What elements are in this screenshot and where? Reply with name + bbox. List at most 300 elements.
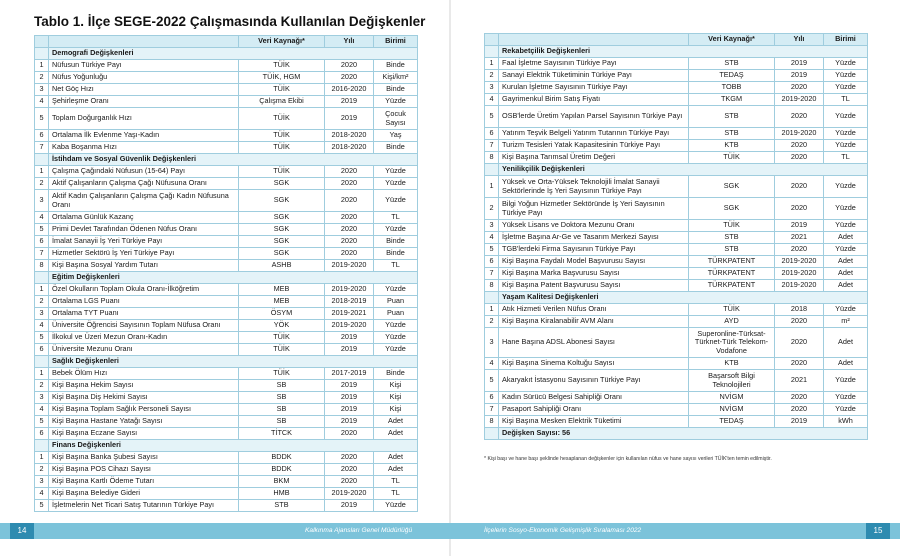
- data-year: 2020: [775, 198, 824, 220]
- row-number: 3: [485, 328, 499, 358]
- table-row: [35, 452, 418, 464]
- variable-count-row: [485, 428, 868, 440]
- data-year: 2020: [325, 178, 374, 190]
- data-year: 2020: [325, 476, 374, 488]
- data-source: TÜİK: [239, 344, 325, 356]
- row-number: 8: [485, 416, 499, 428]
- variable-name: Özel Okulların Toplam Okula Oranı-İlköğretim: [49, 284, 239, 296]
- row-number: 2: [485, 316, 499, 328]
- data-source: TÜİK: [239, 108, 325, 130]
- data-unit: Yüzde: [374, 284, 418, 296]
- variable-name: Bebek Ölüm Hızı: [49, 368, 239, 380]
- table-row: [485, 106, 868, 128]
- variable-name: Kişi Başına Sinema Koltuğu Sayısı: [499, 358, 689, 370]
- data-source: STB: [689, 58, 775, 70]
- data-unit: Binde: [374, 236, 418, 248]
- table-row: [485, 404, 868, 416]
- data-year: 2018: [775, 304, 824, 316]
- row-number: 6: [35, 428, 49, 440]
- data-year: 2019: [775, 416, 824, 428]
- data-source: TOBB: [689, 82, 775, 94]
- row-number: 4: [35, 96, 49, 108]
- table-row: [35, 296, 418, 308]
- data-source: SGK: [239, 190, 325, 212]
- table-row: [35, 404, 418, 416]
- data-year: 2019: [325, 404, 374, 416]
- row-number: 4: [35, 320, 49, 332]
- row-number: 5: [35, 332, 49, 344]
- data-source: SGK: [239, 212, 325, 224]
- row-number: 6: [485, 128, 499, 140]
- section-title: Finans Değişkenleri: [49, 440, 418, 452]
- total-num: [485, 428, 499, 440]
- data-source: BDDK: [239, 452, 325, 464]
- data-unit: Yüzde: [824, 176, 868, 198]
- variable-name: Aktif Kadın Çalışanların Çalışma Çağı Kadın Nüfusuna Oranı: [49, 190, 239, 212]
- data-source: SB: [239, 404, 325, 416]
- data-unit: Kişi: [374, 392, 418, 404]
- variable-count: Değişken Sayısı: 56: [499, 428, 868, 440]
- data-year: 2020: [775, 328, 824, 358]
- variable-name: Aktif Çalışanların Çalışma Çağı Nüfusuna Oranı: [49, 178, 239, 190]
- table-row: [35, 488, 418, 500]
- table-row: [485, 198, 868, 220]
- data-source: STB: [689, 128, 775, 140]
- table-row: [35, 416, 418, 428]
- variable-name: Kadın Sürücü Belgesi Sahipliği Oranı: [499, 392, 689, 404]
- row-number: 6: [485, 256, 499, 268]
- row-number: 2: [35, 72, 49, 84]
- data-unit: Kişi/km²: [374, 72, 418, 84]
- variable-name: Atık Hizmeti Verilen Nüfus Oranı: [499, 304, 689, 316]
- variable-name: Kişi Başına Banka Şubesi Sayısı: [49, 452, 239, 464]
- section-num: [35, 440, 49, 452]
- row-number: 1: [485, 176, 499, 198]
- data-unit: Binde: [374, 142, 418, 154]
- data-unit: Yüzde: [374, 178, 418, 190]
- table-row: [35, 284, 418, 296]
- row-number: 1: [35, 284, 49, 296]
- variable-name: Kişi Başına Faydalı Model Başvurusu Sayısı: [499, 256, 689, 268]
- row-number: 5: [35, 500, 49, 512]
- table-row: [485, 94, 868, 106]
- data-source: TÜİK: [689, 152, 775, 164]
- section-title: Eğitim Değişkenleri: [49, 272, 418, 284]
- data-unit: Binde: [374, 368, 418, 380]
- variable-name: Kişi Başına Belediye Gideri: [49, 488, 239, 500]
- row-number: 5: [35, 416, 49, 428]
- row-number: 2: [485, 198, 499, 220]
- variable-name: TGB'lerdeki Firma Sayısının Türkiye Payı: [499, 244, 689, 256]
- data-unit: Yüzde: [374, 320, 418, 332]
- row-number: 3: [35, 392, 49, 404]
- variables-table-right: [484, 33, 868, 440]
- data-source: TÜİK: [239, 60, 325, 72]
- variable-name: İmalat Sanayii İş Yeri Türkiye Payı: [49, 236, 239, 248]
- table-row: [485, 392, 868, 404]
- table-row: [485, 176, 868, 198]
- variable-name: Hizmetler Sektörü İş Yeri Türkiye Payı: [49, 248, 239, 260]
- data-year: 2020: [775, 82, 824, 94]
- data-source: HMB: [239, 488, 325, 500]
- table-row: [35, 344, 418, 356]
- data-unit: Adet: [824, 358, 868, 370]
- header-unit: Birimi: [824, 34, 868, 46]
- data-source: TKGM: [689, 94, 775, 106]
- variable-name: Bilgi Yoğun Hizmetler Sektöründe İş Yeri Sayısının Türkiye Payı: [499, 198, 689, 220]
- data-unit: Binde: [374, 60, 418, 72]
- table-row: [485, 232, 868, 244]
- data-unit: Yüzde: [824, 370, 868, 392]
- row-number: 8: [485, 152, 499, 164]
- variable-name: OSB'lerde Üretim Yapılan Parsel Sayısının Türkiye Payı: [499, 106, 689, 128]
- header-source: Veri Kaynağı*: [239, 36, 325, 48]
- row-number: 2: [35, 178, 49, 190]
- data-source: TÜİK: [239, 130, 325, 142]
- table-row: [35, 96, 418, 108]
- data-year: 2019-2020: [325, 260, 374, 272]
- row-number: 2: [485, 70, 499, 82]
- variable-name: Kişi Başına Kartlı Ödeme Tutarı: [49, 476, 239, 488]
- row-number: 2: [35, 464, 49, 476]
- data-source: SGK: [689, 198, 775, 220]
- section-header-row: [485, 164, 868, 176]
- data-unit: Puan: [374, 296, 418, 308]
- table-body-right: [485, 46, 868, 428]
- table-row: [35, 380, 418, 392]
- section-header-row: [485, 46, 868, 58]
- section-num: [35, 48, 49, 60]
- data-unit: TL: [824, 94, 868, 106]
- table-row: [35, 464, 418, 476]
- variable-name: Nüfusun Türkiye Payı: [49, 60, 239, 72]
- data-unit: Yüzde: [824, 244, 868, 256]
- table-row: [485, 304, 868, 316]
- row-number: 1: [35, 368, 49, 380]
- data-year: 2019-2020: [325, 284, 374, 296]
- data-year: 2020: [325, 236, 374, 248]
- table-row: [485, 244, 868, 256]
- data-source: TÜRKPATENT: [689, 280, 775, 292]
- data-year: 2019: [775, 70, 824, 82]
- data-source: NVİGM: [689, 404, 775, 416]
- section-title: Yaşam Kalitesi Değişkenleri: [499, 292, 868, 304]
- data-unit: Yüzde: [824, 304, 868, 316]
- row-number: 6: [485, 392, 499, 404]
- header-year: Yılı: [325, 36, 374, 48]
- data-source: TÜİK: [239, 368, 325, 380]
- data-source: TÜİK: [689, 304, 775, 316]
- variable-name: Ortalama İlk Evlenme Yaşı-Kadın: [49, 130, 239, 142]
- row-number: 7: [485, 404, 499, 416]
- data-source: YÖK: [239, 320, 325, 332]
- table-row: [35, 320, 418, 332]
- row-number: 5: [485, 370, 499, 392]
- row-number: 3: [35, 190, 49, 212]
- table-row: [35, 108, 418, 130]
- row-number: 3: [485, 82, 499, 94]
- variable-name: Kişi Başına Marka Başvurusu Sayısı: [499, 268, 689, 280]
- table-row: [485, 416, 868, 428]
- variable-name: Yüksek Lisans ve Doktora Mezunu Oranı: [499, 220, 689, 232]
- data-source: ASHB: [239, 260, 325, 272]
- data-source: STB: [239, 500, 325, 512]
- variable-name: Faal İşletme Sayısının Türkiye Payı: [499, 58, 689, 70]
- data-unit: m²: [824, 316, 868, 328]
- table-row: [35, 260, 418, 272]
- data-unit: Yaş: [374, 130, 418, 142]
- data-source: SB: [239, 392, 325, 404]
- section-title: İstihdam ve Sosyal Güvenlik Değişkenleri: [49, 154, 418, 166]
- data-unit: TL: [374, 212, 418, 224]
- data-unit: Yüzde: [824, 106, 868, 128]
- data-unit: Yüzde: [374, 166, 418, 178]
- data-unit: TL: [824, 152, 868, 164]
- data-unit: Yüzde: [374, 96, 418, 108]
- page-number-right: 15: [866, 523, 890, 539]
- variable-name: Ortalama LGS Puanı: [49, 296, 239, 308]
- data-unit: Yüzde: [824, 58, 868, 70]
- data-year: 2021: [775, 232, 824, 244]
- data-source: TÜİK: [239, 332, 325, 344]
- data-year: 2019-2020: [775, 280, 824, 292]
- data-year: 2020: [775, 358, 824, 370]
- data-unit: Yüzde: [824, 392, 868, 404]
- variable-name: İşletmelerin Net Ticari Satış Tutarının Türkiye Payı: [49, 500, 239, 512]
- data-year: 2020: [325, 428, 374, 440]
- data-source: SGK: [239, 248, 325, 260]
- variable-name: Ortalama TYT Puanı: [49, 308, 239, 320]
- header-name: [49, 36, 239, 48]
- data-unit: Yüzde: [824, 220, 868, 232]
- data-source: Superonline-Türksat-Türknet-Türk Telekom-Vodafone: [689, 328, 775, 358]
- data-source: TÜRKPATENT: [689, 256, 775, 268]
- footer-text-left: Kalkınma Ajansları Genel Müdürlüğü: [305, 527, 413, 534]
- data-year: 2020: [325, 248, 374, 260]
- table-body-left: [35, 48, 418, 512]
- data-unit: Yüzde: [824, 140, 868, 152]
- data-year: 2020: [325, 60, 374, 72]
- variable-name: Kişi Başına Hastane Yatağı Sayısı: [49, 416, 239, 428]
- variable-name: Çalışma Çağındaki Nüfusun (15-64) Payı: [49, 166, 239, 178]
- variable-name: Toplam Doğurganlık Hızı: [49, 108, 239, 130]
- row-number: 2: [35, 380, 49, 392]
- section-header-row: [35, 440, 418, 452]
- data-unit: Adet: [374, 452, 418, 464]
- table-row: [35, 248, 418, 260]
- row-number: 4: [485, 94, 499, 106]
- table-row: [485, 82, 868, 94]
- table-row: [35, 332, 418, 344]
- data-year: 2019: [325, 96, 374, 108]
- row-number: 2: [35, 296, 49, 308]
- data-year: 2019: [325, 380, 374, 392]
- data-unit: Binde: [374, 84, 418, 96]
- table-row: [35, 212, 418, 224]
- data-unit: kWh: [824, 416, 868, 428]
- variable-name: Şehirleşme Oranı: [49, 96, 239, 108]
- row-number: 1: [485, 58, 499, 70]
- table-title: Tablo 1. İlçe SEGE-2022 Çalışmasında Kullanılan Değişkenler: [34, 14, 426, 29]
- row-number: 6: [35, 130, 49, 142]
- data-unit: Yüzde: [824, 70, 868, 82]
- table-row: [35, 392, 418, 404]
- row-number: 7: [485, 140, 499, 152]
- variable-name: Kaba Boşanma Hızı: [49, 142, 239, 154]
- table-row: [485, 328, 868, 358]
- data-year: 2020: [325, 452, 374, 464]
- data-source: Çalışma Ekibi: [239, 96, 325, 108]
- data-unit: TL: [374, 260, 418, 272]
- data-year: 2020: [325, 190, 374, 212]
- data-year: 2020: [775, 106, 824, 128]
- data-source: SB: [239, 380, 325, 392]
- variable-name: Akaryakıt İstasyonu Sayısının Türkiye Payı: [499, 370, 689, 392]
- table-row: [35, 308, 418, 320]
- data-unit: Yüzde: [374, 344, 418, 356]
- table-row: [485, 220, 868, 232]
- table-row: [485, 358, 868, 370]
- row-number: 3: [485, 220, 499, 232]
- data-source: MEB: [239, 296, 325, 308]
- data-source: Başarsoft Bilgi Teknolojileri: [689, 370, 775, 392]
- data-year: 2019: [325, 332, 374, 344]
- row-number: 4: [35, 212, 49, 224]
- table-row: [485, 128, 868, 140]
- data-source: TÜİK: [239, 84, 325, 96]
- footer-text-right: İlçelerin Sosyo-Ekonomik Gelişmişlik Sıralaması 2022: [484, 527, 642, 534]
- data-source: SGK: [239, 224, 325, 236]
- table-header-row: [485, 34, 868, 46]
- page-number-left: 14: [10, 523, 34, 539]
- data-unit: Yüzde: [824, 82, 868, 94]
- variable-name: Gayrimenkul Birim Satış Fiyatı: [499, 94, 689, 106]
- data-year: 2019: [775, 58, 824, 70]
- row-number: 7: [35, 142, 49, 154]
- data-unit: Çocuk Sayısı: [374, 108, 418, 130]
- variable-name: Üniversite Öğrencisi Sayısının Toplam Nüfusa Oranı: [49, 320, 239, 332]
- variable-name: Kişi Başına Patent Başvurusu Sayısı: [499, 280, 689, 292]
- row-number: 4: [35, 488, 49, 500]
- header-source: Veri Kaynağı*: [689, 34, 775, 46]
- data-year: 2020: [325, 166, 374, 178]
- data-year: 2020: [325, 212, 374, 224]
- table-row: [485, 152, 868, 164]
- data-unit: Yüzde: [824, 128, 868, 140]
- variable-name: Ortalama Günlük Kazanç: [49, 212, 239, 224]
- table-row: [35, 224, 418, 236]
- data-source: TİTCK: [239, 428, 325, 440]
- table-row: [35, 84, 418, 96]
- data-source: SGK: [239, 236, 325, 248]
- row-number: 4: [35, 404, 49, 416]
- data-source: KTB: [689, 140, 775, 152]
- section-num: [35, 272, 49, 284]
- section-header-row: [35, 154, 418, 166]
- data-unit: Binde: [374, 248, 418, 260]
- table-row: [35, 190, 418, 212]
- variable-name: Kişi Başına Eczane Sayısı: [49, 428, 239, 440]
- section-title: Sağlık Değişkenleri: [49, 356, 418, 368]
- data-year: 2020: [775, 140, 824, 152]
- data-source: TÜİK, HGM: [239, 72, 325, 84]
- table-row: [35, 72, 418, 84]
- section-header-row: [485, 292, 868, 304]
- variable-name: Üniversite Mezunu Oranı: [49, 344, 239, 356]
- row-number: 8: [35, 260, 49, 272]
- data-year: 2019: [325, 392, 374, 404]
- table-header-row: [35, 36, 418, 48]
- data-year: 2019-2020: [775, 128, 824, 140]
- data-unit: TL: [374, 488, 418, 500]
- section-header-row: [35, 272, 418, 284]
- data-unit: Yüzde: [824, 404, 868, 416]
- data-year: 2019: [325, 108, 374, 130]
- data-source: TÜİK: [239, 142, 325, 154]
- variable-name: Yatırım Teşvik Belgeli Yatırım Tutarının Türkiye Payı: [499, 128, 689, 140]
- data-year: 2020: [325, 72, 374, 84]
- table-row: [35, 476, 418, 488]
- row-number: 5: [35, 224, 49, 236]
- data-source: MEB: [239, 284, 325, 296]
- data-year: 2021: [775, 370, 824, 392]
- table-row: [485, 140, 868, 152]
- data-source: SGK: [239, 178, 325, 190]
- table-row: [485, 268, 868, 280]
- row-number: 5: [35, 108, 49, 130]
- table-row: [35, 142, 418, 154]
- data-year: 2019-2020: [775, 268, 824, 280]
- data-unit: Yüzde: [374, 500, 418, 512]
- variable-name: Net Göç Hızı: [49, 84, 239, 96]
- variable-name: Pasaport Sahipliği Oranı: [499, 404, 689, 416]
- data-source: STB: [689, 244, 775, 256]
- data-year: 2018-2020: [325, 142, 374, 154]
- data-year: 2019-2021: [325, 308, 374, 320]
- data-year: 2019-2020: [775, 94, 824, 106]
- row-number: 3: [35, 476, 49, 488]
- table-row: [485, 370, 868, 392]
- data-year: 2020: [775, 316, 824, 328]
- row-number: 6: [35, 344, 49, 356]
- data-unit: Adet: [824, 232, 868, 244]
- section-num: [35, 154, 49, 166]
- data-year: 2019: [325, 500, 374, 512]
- variable-name: Nüfus Yoğunluğu: [49, 72, 239, 84]
- data-source: TEDAŞ: [689, 416, 775, 428]
- section-header-row: [35, 48, 418, 60]
- row-number: 3: [35, 308, 49, 320]
- data-year: 2019-2020: [325, 488, 374, 500]
- table-row: [35, 60, 418, 72]
- data-source: SGK: [689, 176, 775, 198]
- data-source: STB: [689, 232, 775, 244]
- row-number: 5: [485, 106, 499, 128]
- data-unit: Adet: [374, 464, 418, 476]
- data-unit: Kişi: [374, 404, 418, 416]
- data-year: 2019-2020: [775, 256, 824, 268]
- variable-name: Kişi Başına Tarımsal Üretim Değeri: [499, 152, 689, 164]
- variable-name: Kişi Başına POS Cihazı Sayısı: [49, 464, 239, 476]
- section-title: Rekabetçilik Değişkenleri: [499, 46, 868, 58]
- data-source: TÜİK: [239, 166, 325, 178]
- data-year: 2017-2019: [325, 368, 374, 380]
- data-year: 2020: [325, 224, 374, 236]
- data-source: ÖSYM: [239, 308, 325, 320]
- table-row: [35, 368, 418, 380]
- data-source: STB: [689, 106, 775, 128]
- data-unit: Yüzde: [374, 190, 418, 212]
